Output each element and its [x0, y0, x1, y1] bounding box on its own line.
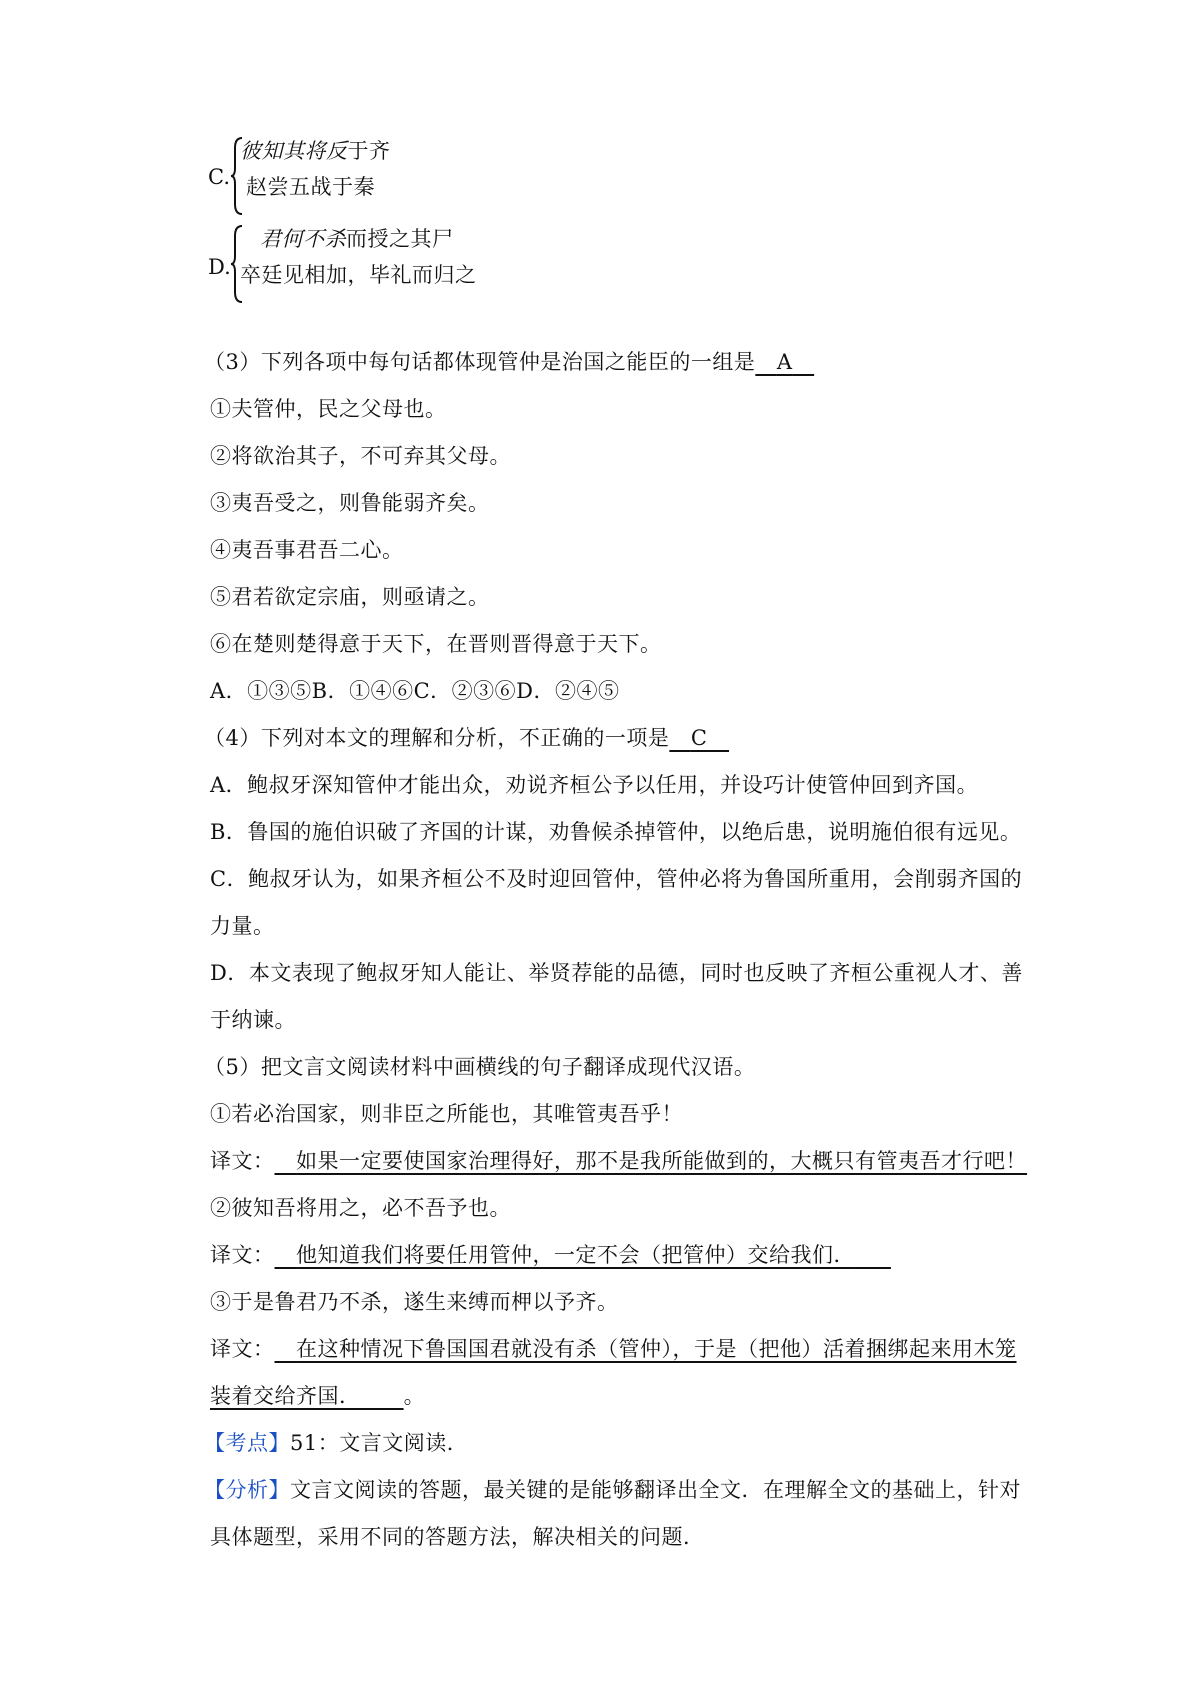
q4-stem: （4）下列对本文的理解和分析，不正确的一项是 C	[204, 723, 729, 753]
option-letter: D.	[208, 255, 231, 279]
translation-answer: 如果一定要使国家治理得好，那不是我所能做到的，大概只有管夷吾才行吧！	[296, 1149, 1028, 1173]
option-letter: C.	[208, 165, 230, 189]
q4-option-d-cont: 于纳谏。	[210, 1008, 296, 1032]
q3-item: ①夫管仲，民之父母也。	[210, 397, 447, 421]
q5-translation-1: 译文： 如果一定要使国家治理得好，那不是我所能做到的，大概只有管夷吾才行吧！	[210, 1149, 1028, 1173]
q3-item: ②将欲治其子，不可弃其父母。	[210, 444, 511, 468]
q3-item: ⑤君若欲定宗庙，则亟请之。	[210, 585, 490, 609]
option-c-line2: 赵尝五战于秦	[246, 175, 375, 199]
fenxi-line: 【分析】文言文阅读的答题，最关键的是能够翻译出全文．在理解全文的基础上，针对	[204, 1478, 1021, 1502]
q3-options: A．①③⑤B．①④⑥C．②③⑥D．②④⑤	[210, 679, 620, 703]
q5-stem: （5）把文言文阅读材料中画横线的句子翻译成现代汉语。	[204, 1055, 756, 1079]
q5-sentence-2: ②彼知吾将用之，必不吾予也。	[210, 1196, 511, 1220]
q3-answer: A	[776, 350, 793, 374]
q3-item: ⑥在楚则楚得意于天下，在晋则晋得意于天下。	[210, 632, 662, 656]
q4-option-d: D．本文表现了鲍叔牙知人能让、举贤荐能的品德，同时也反映了齐桓公重视人才、善	[210, 961, 1023, 985]
option-d-line2: 卒廷见相加，毕礼而归之	[240, 263, 477, 287]
q3-item: ④夷吾事君吾二心。	[210, 538, 404, 562]
fenxi-tag: 【分析】	[204, 1478, 290, 1502]
translation-answer: 装着交给齐国．	[210, 1384, 361, 1408]
q5-translation-3-cont: 装着交给齐国． 。	[210, 1384, 426, 1408]
q5-sentence-3: ③于是鲁君乃不杀，遂生来缚而柙以予齐。	[210, 1290, 619, 1314]
translation-answer: 他知道我们将要任用管仲，一定不会（把管仲）交给我们．	[296, 1243, 856, 1267]
q4-option-c: C．鲍叔牙认为，如果齐桓公不及时迎回管仲，管仲必将为鲁国所重用，会削弱齐国的	[210, 867, 1023, 891]
option-d-line1: 君何不杀而授之其尸	[260, 227, 454, 251]
q5-sentence-1: ①若必治国家，则非臣之所能也，其唯管夷吾乎！	[210, 1102, 683, 1126]
q3-stem: （3）下列各项中每句话都体现管仲是治国之能臣的一组是 A	[204, 347, 814, 377]
q5-translation-3: 译文： 在这种情况下鲁国国君就没有杀（管仲），于是（把他）活着捆绑起来用木笼	[210, 1337, 1017, 1361]
kaodian-line: 【考点】51：文言文阅读．	[204, 1431, 469, 1455]
q4-answer: C	[690, 726, 708, 750]
q4-option-c-cont: 力量。	[210, 914, 275, 938]
q4-option-a: A．鲍叔牙深知管仲才能出众，劝说齐桓公予以任用，并设巧计使管仲回到齐国。	[210, 773, 979, 797]
q4-option-b: B．鲁国的施伯识破了齐国的计谋，劝鲁候杀掉管仲，以绝后患，说明施伯很有远见。	[210, 820, 1022, 844]
q3-item: ③夷吾受之，则鲁能弱齐矣。	[210, 491, 490, 515]
kaodian-tag: 【考点】	[204, 1431, 290, 1455]
fenxi-line-cont: 具体题型，采用不同的答题方法，解决相关的问题．	[210, 1525, 705, 1549]
option-c-line1: 彼知其将反于齐	[240, 139, 391, 163]
translation-answer: 在这种情况下鲁国国君就没有杀（管仲），于是（把他）活着捆绑起来用木笼	[296, 1337, 1017, 1361]
q5-translation-2: 译文： 他知道我们将要任用管仲，一定不会（把管仲）交给我们．	[210, 1240, 891, 1270]
